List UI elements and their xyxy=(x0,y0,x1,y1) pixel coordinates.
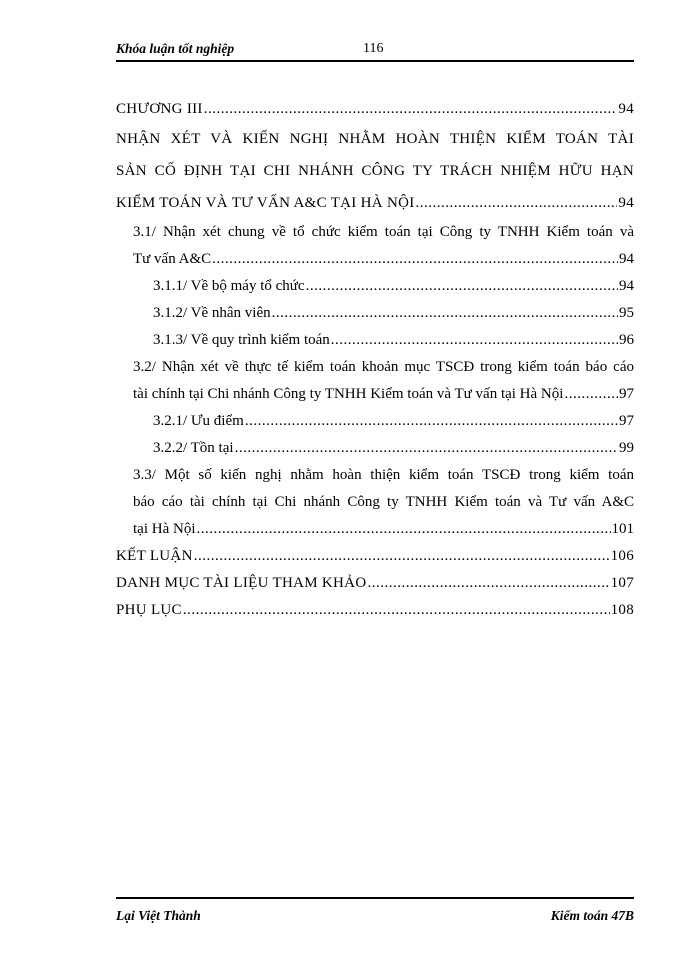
toc-appendix[interactable]: PHỤ LỤC ..... 108 xyxy=(116,597,634,624)
toc-section-3-2-line-2[interactable]: tài chính tại Chi nhánh Công ty TNHH Kiểm toán và Tư vấn tại Hà Nội ..... 97 xyxy=(116,381,634,408)
toc-section-3-1-2[interactable]: 3.1.2/ Về nhân viên ..... 95 xyxy=(116,300,634,327)
toc-references[interactable]: DANH MỤC TÀI LIỆU THAM KHẢO ..... 107 xyxy=(116,570,634,597)
toc-section-3-3-line-3[interactable]: tại Hà Nội ..... 101 xyxy=(116,516,634,543)
toc-section-3-3-line-1: 3.3/ Một số kiến nghị nhằm hoàn thiện kiểm toán TSCĐ trong kiểm toán xyxy=(133,467,634,483)
table-of-contents xyxy=(116,96,634,624)
toc-section-3-2-1[interactable]: 3.2.1/ Ưu điểm ..... 97 xyxy=(116,408,634,435)
page-header xyxy=(116,40,634,62)
toc-conclusion[interactable]: KẾT LUẬN ..... 106 xyxy=(116,543,634,570)
toc-chapter-title-line-3[interactable]: KIỂM TOÁN VÀ TƯ VẤN A&C TẠI HÀ NỘI ..... 94 xyxy=(116,187,634,219)
header-title: Khóa luận tốt nghiệp xyxy=(116,41,235,56)
toc-section-3-1-line-2[interactable]: Tư vấn A&C ..... 94 xyxy=(116,246,634,273)
page-footer xyxy=(116,897,634,923)
page-number: 116 xyxy=(363,41,384,56)
toc-section-3-2-2[interactable]: 3.2.2/ Tồn tại ..... 99 xyxy=(116,435,634,462)
toc-section-3-2-line-1: 3.2/ Nhận xét về thực tế kiểm toán khoản mục TSCĐ trong kiểm toán báo cáo xyxy=(133,359,634,375)
toc-chapter-title-line-1: NHẬN XÉT VÀ KIẾN NGHỊ NHẰM HOÀN THIỆN KIỂM TOÁN TÀI xyxy=(116,131,634,147)
toc-chapter-title-line-2: SẢN CỐ ĐỊNH TẠI CHI NHÁNH CÔNG TY TRÁCH NHIỆM HỮU HẠN xyxy=(116,163,634,179)
footer-author: Lại Việt Thành xyxy=(116,908,201,923)
toc-chapter-3[interactable]: CHƯƠNG III ..... 94 xyxy=(116,96,634,123)
footer-class: Kiểm toán 47B xyxy=(550,908,634,923)
toc-section-3-1-1[interactable]: 3.1.1/ Về bộ máy tổ chức ..... 94 xyxy=(116,273,634,300)
toc-section-3-3-line-2: báo cáo tài chính tại Chi nhánh Công ty TNHH Kiểm toán và Tư vấn A&C xyxy=(133,494,634,510)
toc-section-3-1-3[interactable]: 3.1.3/ Về quy trình kiểm toán ..... 96 xyxy=(116,327,634,354)
toc-section-3-1-line-1: 3.1/ Nhận xét chung về tổ chức kiểm toán tại Công ty TNHH Kiểm toán và xyxy=(133,224,634,240)
